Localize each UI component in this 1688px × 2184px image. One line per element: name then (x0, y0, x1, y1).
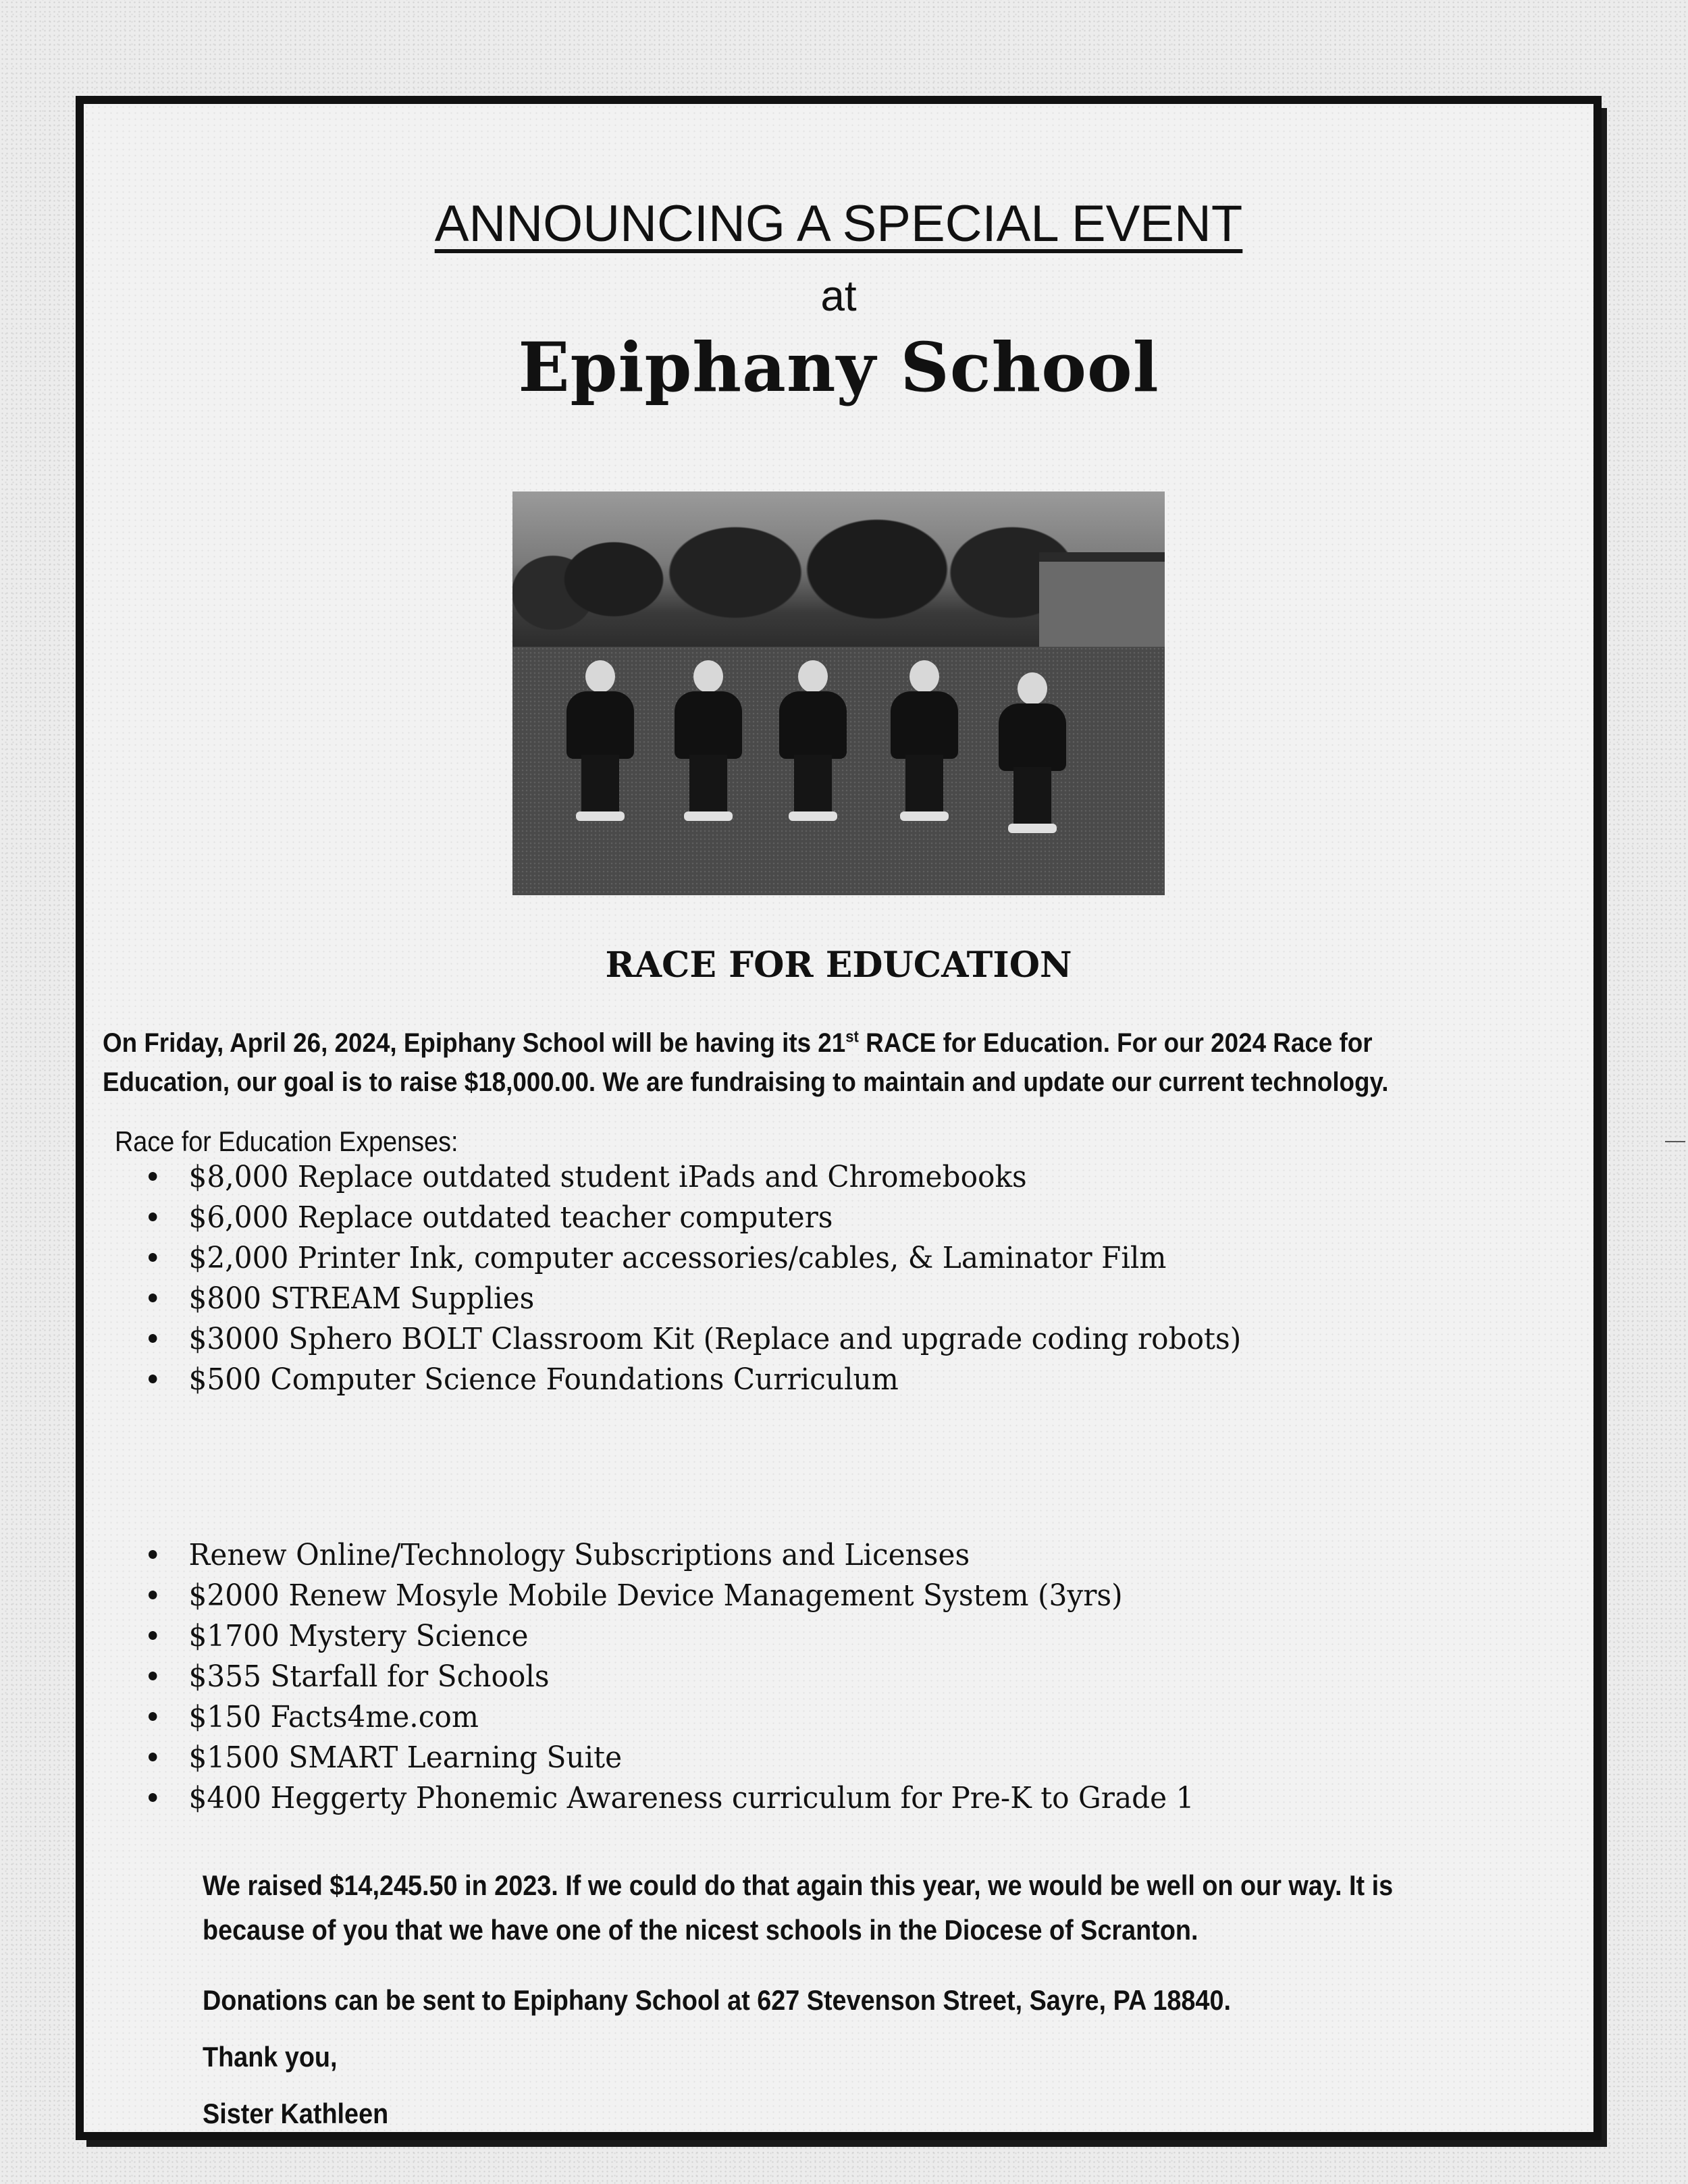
race-title: RACE FOR EDUCATION (605, 944, 1072, 986)
list-item (149, 1279, 1241, 1319)
photo-child (779, 660, 847, 822)
list-item (149, 1697, 1194, 1738)
list-item-text: $8,000 Replace outdated student iPads and Chromebooks (188, 1160, 1027, 1194)
closing-thanks: Thank you, (203, 2041, 338, 2073)
list-item-text: $500 Computer Science Foundations Curriculum (188, 1362, 899, 1397)
at-line: at (820, 271, 857, 320)
list-item-text: $2,000 Printer Ink, computer accessories/cables, & Laminator Film (188, 1241, 1167, 1275)
headline-text: ANNOUNCING A SPECIAL EVENT (434, 195, 1243, 252)
list-item-text: $1700 Mystery Science (188, 1619, 529, 1653)
list-item-text: $400 Heggerty Phonemic Awareness curriculum for Pre-K to Grade 1 (188, 1781, 1194, 1815)
bullet-icon (149, 1550, 157, 1559)
list-item (149, 1238, 1241, 1279)
list-item-text: $6,000 Replace outdated teacher computers (188, 1200, 833, 1235)
bullet-icon (149, 1753, 157, 1761)
list-item-text: $1500 SMART Learning Suite (188, 1740, 623, 1775)
bullet-icon (149, 1253, 157, 1262)
donations-paragraph: Donations can be sent to Epiphany School at 627 Stevenson Street, Sayre, PA 18840. (203, 1984, 1231, 2016)
list-item (149, 1157, 1241, 1198)
headline (84, 195, 1593, 252)
list-item-text: $3000 Sphero BOLT Classroom Kit (Replace and upgrade coding robots) (188, 1322, 1242, 1356)
list-item (149, 1738, 1194, 1778)
event-photo (512, 491, 1165, 895)
list-item (149, 1360, 1241, 1400)
list-item-text: $800 STREAM Supplies (188, 1281, 535, 1316)
scan-mark (1665, 1141, 1685, 1142)
photo-child (891, 660, 958, 822)
list-item (149, 1657, 1194, 1697)
bullet-icon (149, 1213, 157, 1221)
list-item-text: $150 Facts4me.com (188, 1700, 479, 1734)
list-item (149, 1616, 1194, 1657)
list-item-text: Renew Online/Technology Subscriptions and Licenses (188, 1538, 970, 1572)
bullet-icon (149, 1334, 157, 1343)
list-item (149, 1319, 1241, 1360)
intro-part2: RACE for Education. For our 2024 Race for Education, our goal is to raise $18,000.00. We are fundraising to maintain and update our current technology. (103, 1028, 1389, 1097)
bullet-icon (149, 1591, 157, 1599)
photo-child (566, 660, 634, 822)
intro-paragraph (103, 1023, 1463, 1102)
bullet-icon (149, 1793, 157, 1802)
list-item (149, 1535, 1194, 1576)
bullet-icon (149, 1631, 157, 1640)
intro-ordinal-suffix: st (845, 1028, 859, 1046)
list-item (149, 1198, 1241, 1238)
list-item-text: $355 Starfall for Schools (188, 1659, 550, 1694)
bullet-icon (149, 1672, 157, 1680)
flyer-frame (76, 96, 1602, 2140)
bullet-icon (149, 1172, 157, 1181)
list-item (149, 1778, 1194, 1819)
photo-child (999, 672, 1066, 834)
expenses-heading: Race for Education Expenses: (115, 1125, 458, 1157)
signature: Sister Kathleen (203, 2098, 389, 2129)
intro-part1: On Friday, April 26, 2024, Epiphany School will be having its 21 (103, 1028, 846, 1058)
fundraising-paragraph: We raised $14,245.50 in 2023. If we could do that again this year, we would be well on our way. It is because of you that we have one of the nicest schools in the Diocese of Scranton. (203, 1869, 1394, 1946)
expenses-list-subscriptions (149, 1535, 1238, 1819)
expenses-list-hardware (149, 1157, 1287, 1400)
bullet-icon (149, 1712, 157, 1721)
school-name: Epiphany School (518, 327, 1159, 407)
bullet-icon (149, 1294, 157, 1302)
list-item (149, 1576, 1194, 1616)
flyer-content (84, 104, 1593, 2132)
bullet-icon (149, 1375, 157, 1383)
photo-child (675, 660, 742, 822)
list-item-text: $2000 Renew Mosyle Mobile Device Management System (3yrs) (188, 1578, 1123, 1613)
